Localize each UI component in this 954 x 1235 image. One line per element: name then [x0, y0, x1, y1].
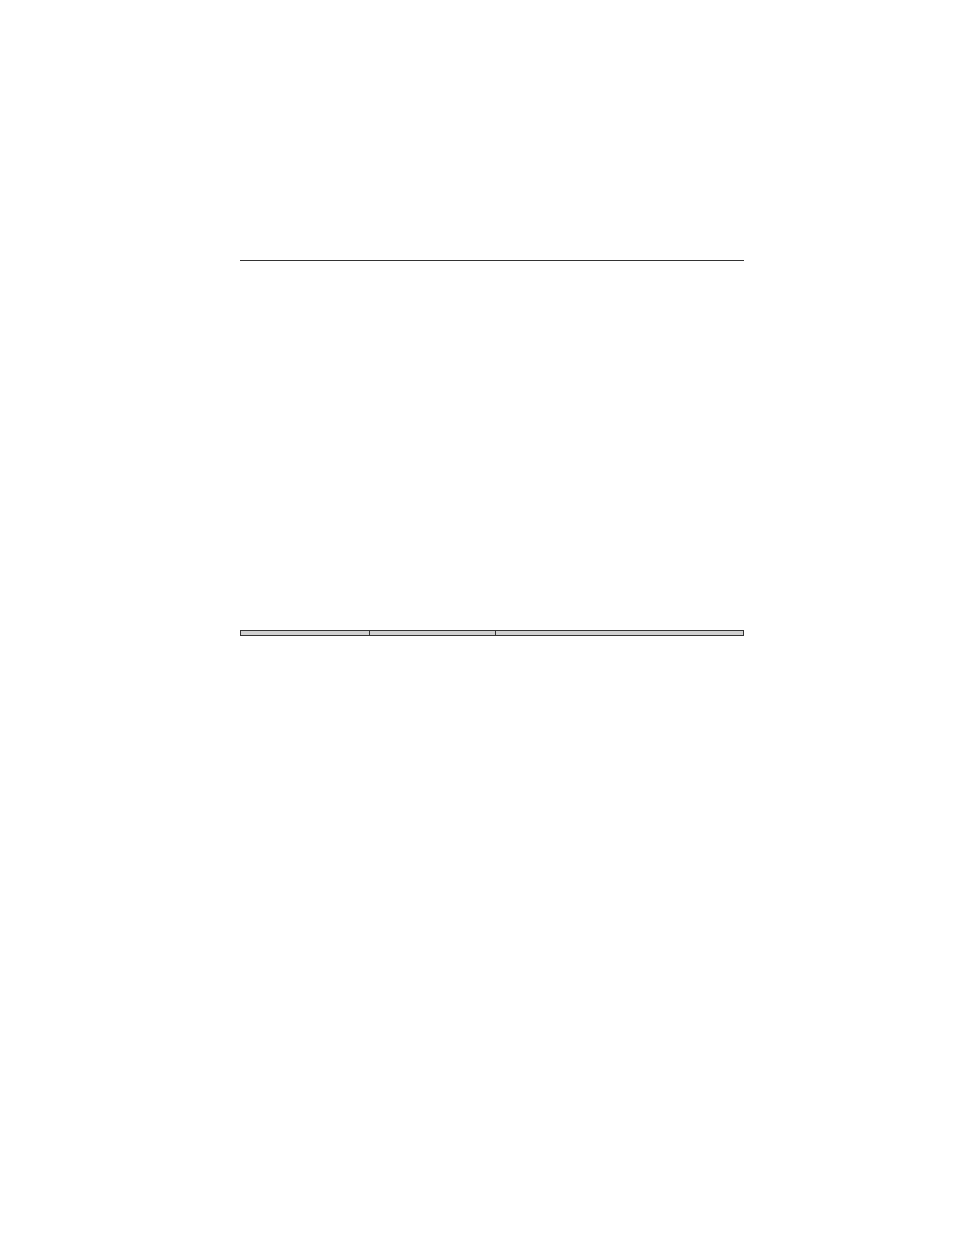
page-header [240, 228, 744, 261]
fuse-panel-diagram [243, 390, 743, 550]
col-header-protected-components [496, 631, 744, 636]
fuse-table [240, 630, 744, 636]
col-header-fuse-number [241, 631, 370, 636]
table-header-row [241, 631, 744, 636]
col-header-amp-rating [369, 631, 496, 636]
